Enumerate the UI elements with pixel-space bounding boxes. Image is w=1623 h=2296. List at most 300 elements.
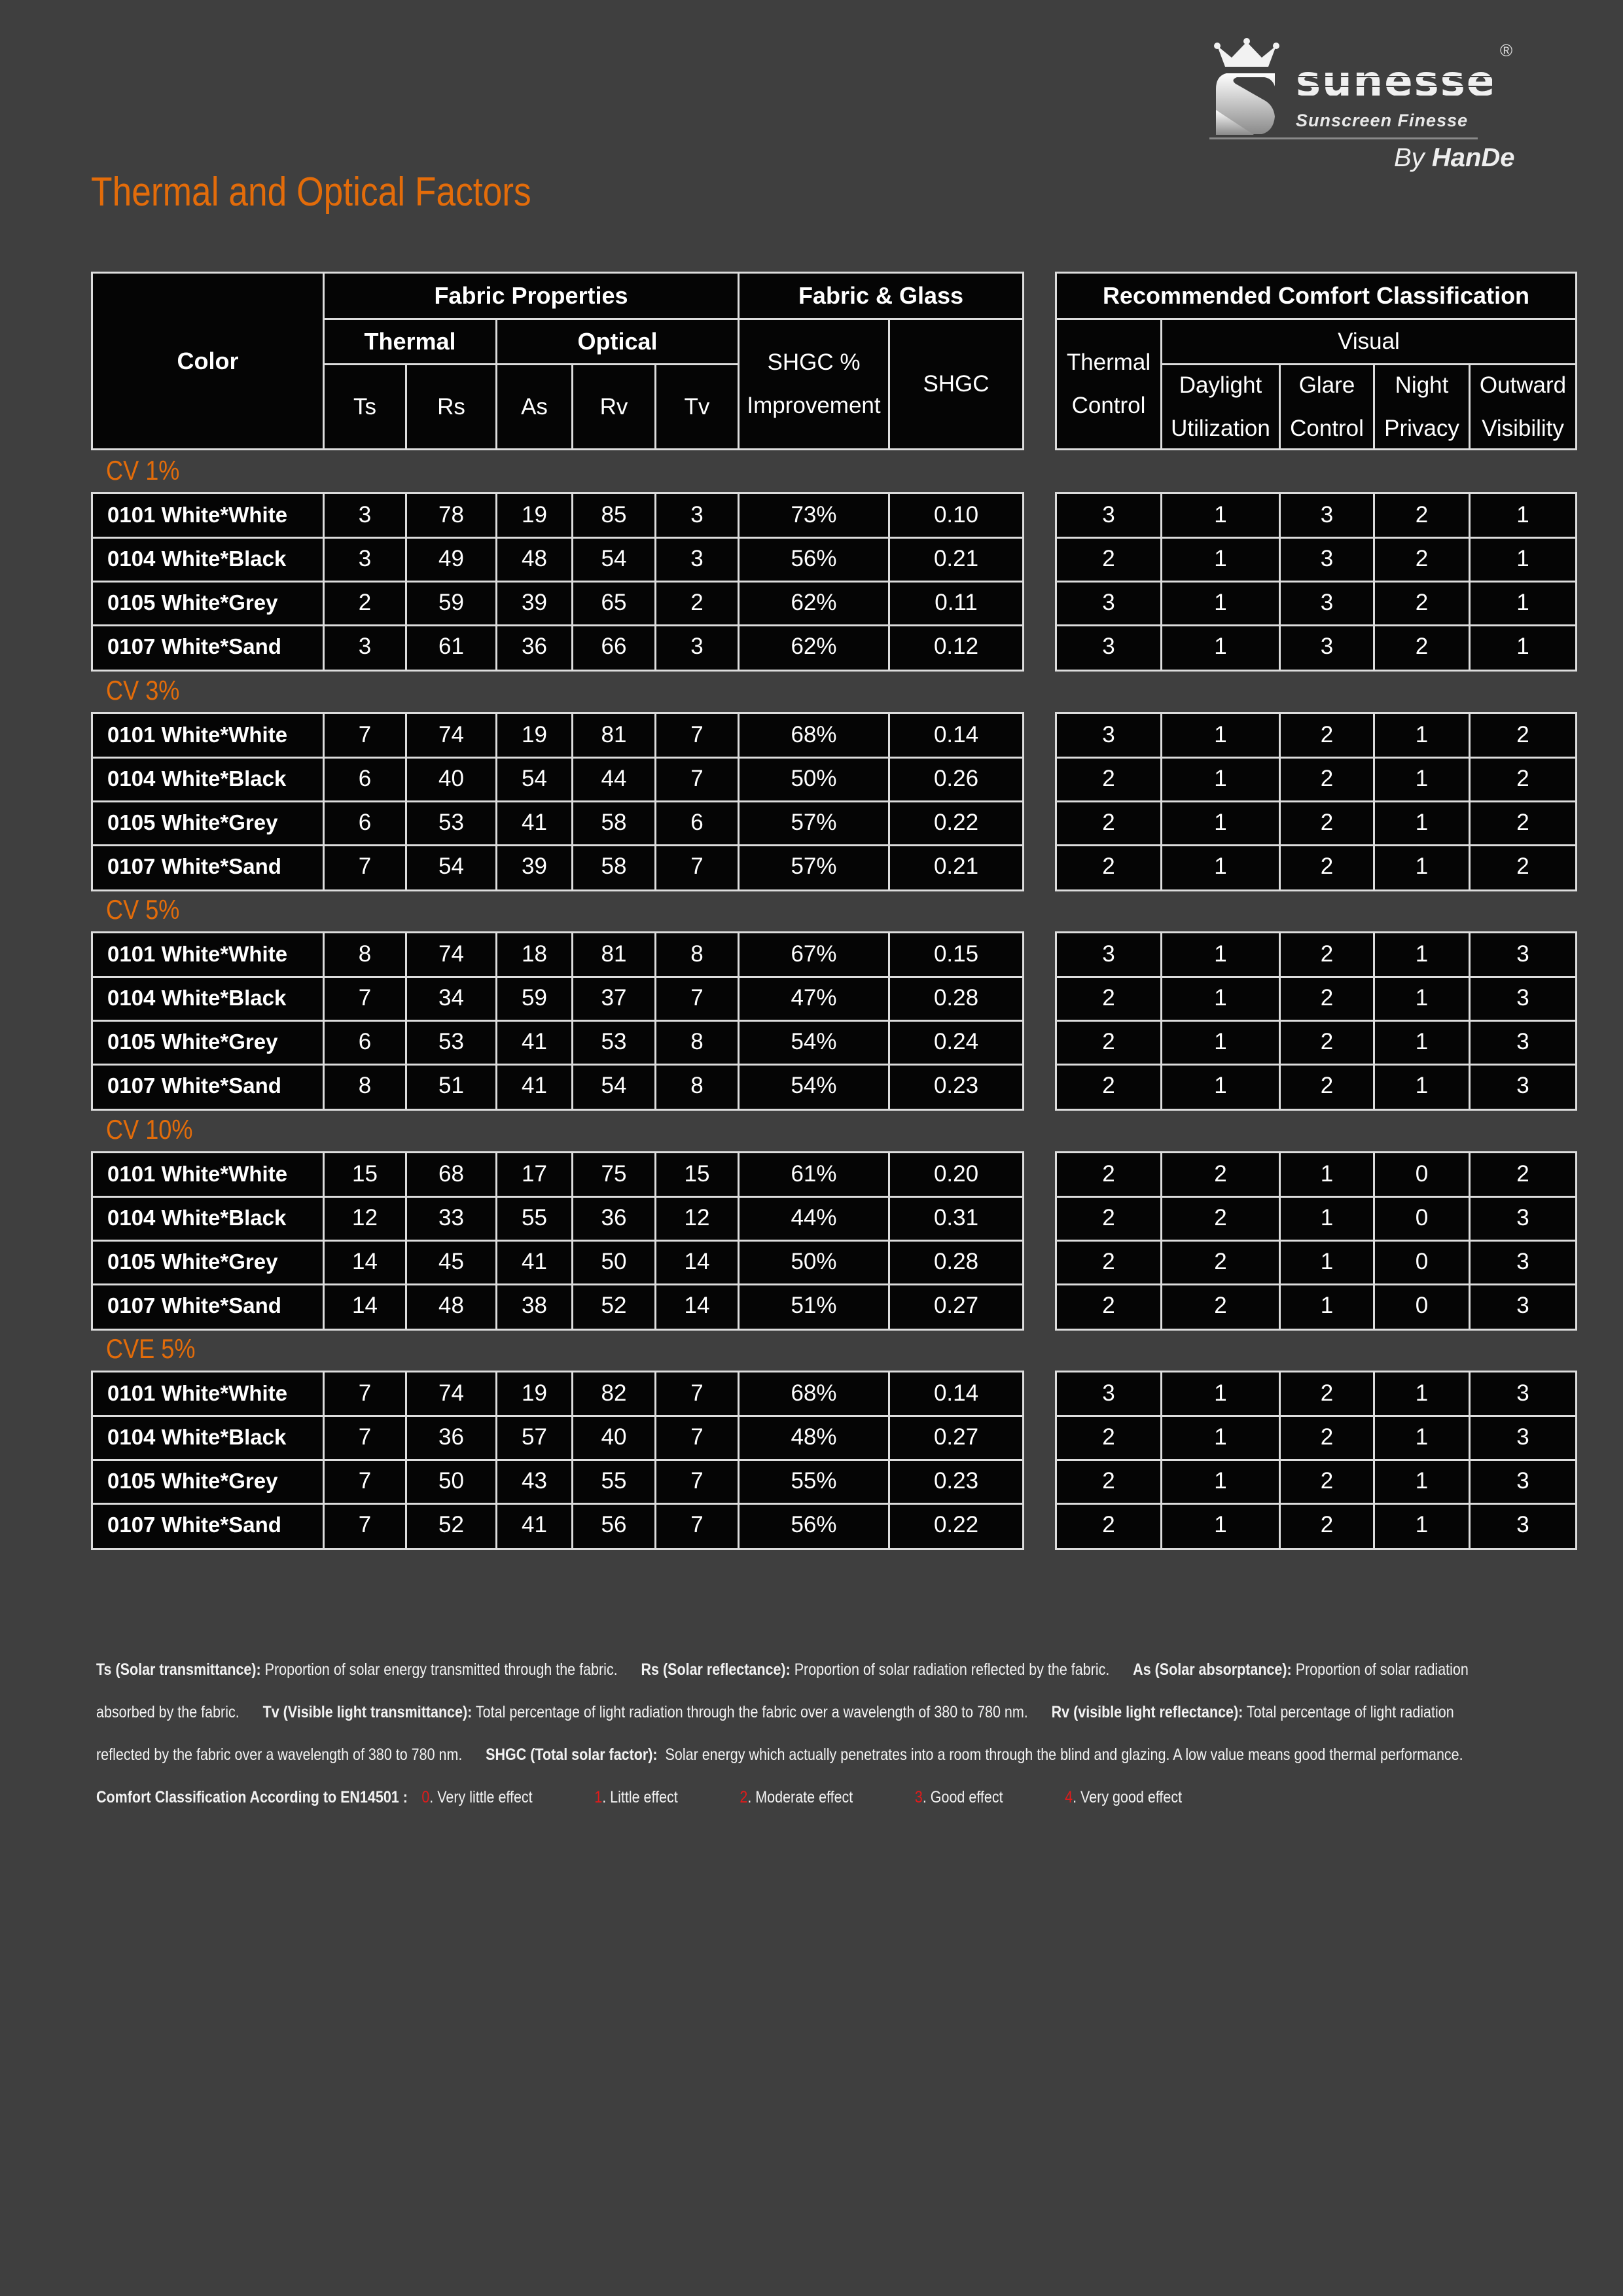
cell-as: 41 [522, 1512, 547, 1537]
cell-as: 54 [522, 766, 547, 791]
header-optical: Optical [577, 328, 658, 355]
cell-tv: 8 [690, 941, 704, 967]
cell-as: 43 [522, 1468, 547, 1494]
header-night-line2: Privacy [1384, 415, 1459, 441]
comfort-scale-items [412, 1788, 1182, 1806]
header-shgc: SHGC [923, 371, 990, 397]
note-tv-def: Total percentage of light radiation through the fabric over a wavelength of 380 to 780 nm. [475, 1703, 1028, 1721]
cell-rs: 49 [438, 546, 464, 571]
cell-tv: 14 [684, 1293, 710, 1318]
cell-glare-control: 3 [1320, 590, 1334, 615]
cell-glare-control: 2 [1320, 810, 1334, 835]
header-thermal-control [1057, 320, 1160, 448]
cell-daylight-utilization: 2 [1214, 1161, 1227, 1187]
cell-glare-control: 2 [1320, 1380, 1334, 1406]
cell-as: 18 [522, 941, 547, 967]
cell-daylight-utilization: 1 [1214, 590, 1227, 615]
comfort-data-table [1055, 931, 1577, 1111]
comfort-scale-text: . Moderate effect [747, 1788, 853, 1806]
fabric-properties-header [91, 272, 1024, 450]
cell-daylight-utilization: 1 [1214, 1029, 1227, 1054]
header-comfort-classification: Recommended Comfort Classification [1102, 282, 1530, 309]
cell-rv: 40 [601, 1424, 627, 1450]
header-shgc-improvement-line1: SHGC % [767, 350, 861, 375]
cell-rv: 65 [601, 590, 627, 615]
cell-rs: 33 [438, 1205, 464, 1230]
cell-rs: 61 [438, 634, 464, 659]
row-color-name: 0105 White*Grey [107, 1030, 278, 1054]
fabric-data-table [91, 1371, 1024, 1550]
cell-rv: 56 [601, 1512, 627, 1537]
row-color-name: 0104 White*Black [107, 766, 287, 791]
fabric-data-table [91, 712, 1024, 891]
row-color-name: 0101 White*White [107, 1381, 288, 1405]
comfort-scale-legend [96, 1787, 1408, 1808]
header-daylight-utilization [1162, 365, 1279, 448]
cell-glare-control: 2 [1320, 853, 1334, 879]
cell-thermal-control: 3 [1102, 634, 1115, 659]
cell-outward-visibility: 2 [1516, 766, 1529, 791]
cell-as: 39 [522, 853, 547, 879]
cell-glare-control: 2 [1320, 1073, 1334, 1098]
cell-shgc: 0.27 [933, 1293, 979, 1318]
group-label: CV 3% [106, 675, 180, 706]
cell-rv: 66 [601, 634, 627, 659]
cell-daylight-utilization: 2 [1214, 1205, 1227, 1230]
cell-thermal-control: 2 [1102, 1424, 1115, 1450]
cell-glare-control: 1 [1320, 1205, 1334, 1230]
cell-ts: 7 [358, 1468, 372, 1494]
cell-ts: 7 [358, 1380, 372, 1406]
cell-shgc: 0.31 [933, 1205, 979, 1230]
cell-tv: 14 [684, 1249, 710, 1274]
cell-outward-visibility: 1 [1516, 590, 1529, 615]
cell-rs: 50 [438, 1468, 464, 1494]
cell-rs: 59 [438, 590, 464, 615]
cell-night-privacy: 2 [1415, 634, 1429, 659]
row-color-name: 0104 White*Black [107, 986, 287, 1010]
cell-rv: 44 [601, 766, 627, 791]
cell-tv: 7 [690, 1424, 704, 1450]
cell-as: 57 [522, 1424, 547, 1450]
header-glare-line2: Control [1290, 415, 1364, 441]
cell-as: 19 [522, 722, 547, 747]
cell-ts: 7 [358, 1512, 372, 1537]
cell-as: 38 [522, 1293, 547, 1318]
cell-shgc-imp: 50% [791, 1249, 837, 1274]
cell-tv: 6 [690, 810, 704, 835]
cell-daylight-utilization: 1 [1214, 1424, 1227, 1450]
row-color-name: 0101 White*White [107, 723, 288, 747]
note-as-def: Proportion of solar radiation [1295, 1660, 1469, 1679]
brand-tagline: Sunscreen Finesse [1296, 111, 1469, 130]
cell-night-privacy: 2 [1415, 502, 1429, 528]
cell-glare-control: 2 [1320, 1029, 1334, 1054]
row-color-name: 0107 White*Sand [107, 634, 281, 658]
cell-shgc-imp: 62% [791, 634, 837, 659]
cell-rs: 48 [438, 1293, 464, 1318]
cell-shgc-imp: 44% [791, 1205, 837, 1230]
comfort-scale-number: 4 [1065, 1788, 1073, 1806]
cell-shgc-imp: 50% [791, 766, 837, 791]
cell-shgc: 0.22 [933, 810, 979, 835]
cell-rs: 78 [438, 502, 464, 528]
cell-outward-visibility: 2 [1516, 810, 1529, 835]
cell-shgc: 0.24 [933, 1029, 979, 1054]
cell-as: 19 [522, 502, 547, 528]
comfort-scale-label: Comfort Classification According to EN14501 : [96, 1788, 408, 1806]
brand-logo [1204, 26, 1531, 170]
comfort-scale-item [421, 1788, 532, 1806]
cell-outward-visibility: 3 [1516, 1073, 1529, 1098]
header-daylight-line2: Utilization [1171, 415, 1270, 441]
cell-glare-control: 2 [1320, 722, 1334, 747]
cell-shgc: 0.20 [933, 1161, 979, 1187]
cell-rs: 74 [438, 941, 464, 967]
cell-rv: 54 [601, 546, 627, 571]
cell-shgc-imp: 47% [791, 985, 837, 1011]
cell-shgc: 0.22 [933, 1512, 979, 1537]
comfort-scale-number: 2 [740, 1788, 748, 1806]
cell-tv: 7 [690, 1380, 704, 1406]
note-rv-term: Rv (visible light reflectance): [1051, 1703, 1243, 1721]
cell-outward-visibility: 3 [1516, 1468, 1529, 1494]
cell-shgc: 0.21 [933, 853, 979, 879]
header-ts: Ts [353, 393, 376, 420]
cell-daylight-utilization: 1 [1214, 810, 1227, 835]
cell-night-privacy: 0 [1415, 1293, 1429, 1318]
header-shgc-improvement [740, 320, 888, 448]
cell-rv: 85 [601, 502, 627, 528]
fabric-data-table [91, 931, 1024, 1111]
cell-rs: 68 [438, 1161, 464, 1187]
cell-tv: 3 [690, 634, 704, 659]
cell-shgc-imp: 56% [791, 546, 837, 571]
cell-tv: 3 [690, 546, 704, 571]
cell-night-privacy: 1 [1415, 1073, 1429, 1098]
cell-shgc-imp: 57% [791, 853, 837, 879]
cell-rv: 54 [601, 1073, 627, 1098]
cell-shgc: 0.12 [933, 634, 979, 659]
cell-outward-visibility: 3 [1516, 1512, 1529, 1537]
logo-divider [1209, 137, 1478, 139]
cell-night-privacy: 0 [1415, 1161, 1429, 1187]
cell-outward-visibility: 3 [1516, 1424, 1529, 1450]
cell-shgc-imp: 48% [791, 1424, 837, 1450]
cell-shgc: 0.15 [933, 941, 979, 967]
cell-rv: 36 [601, 1205, 627, 1230]
cell-tv: 8 [690, 1029, 704, 1054]
cell-ts: 7 [358, 722, 372, 747]
cell-thermal-control: 3 [1102, 590, 1115, 615]
cell-rv: 58 [601, 810, 627, 835]
cell-shgc: 0.23 [933, 1468, 979, 1494]
comfort-scale-text: . Little effect [602, 1788, 678, 1806]
notes-line-3 [96, 1744, 1463, 1765]
note-shgc-def: Solar energy which actually penetrates into a room through the blind and glazing. A low value means good thermal performance. [665, 1746, 1463, 1764]
cell-as: 41 [522, 810, 547, 835]
cell-daylight-utilization: 1 [1214, 985, 1227, 1011]
cell-glare-control: 1 [1320, 1249, 1334, 1274]
cell-daylight-utilization: 1 [1214, 941, 1227, 967]
cell-outward-visibility: 3 [1516, 1293, 1529, 1318]
cell-rs: 74 [438, 1380, 464, 1406]
header-as: As [521, 393, 548, 420]
header-shgc-improvement-line2: Improvement [747, 393, 881, 418]
cell-daylight-utilization: 1 [1214, 546, 1227, 571]
cell-ts: 2 [358, 590, 372, 615]
header-fabric-glass: Fabric & Glass [798, 282, 964, 309]
page-title: Thermal and Optical Factors [91, 170, 531, 215]
cell-outward-visibility: 3 [1516, 1205, 1529, 1230]
cell-thermal-control: 2 [1102, 1468, 1115, 1494]
comfort-data-table [1055, 712, 1577, 891]
cell-night-privacy: 1 [1415, 766, 1429, 791]
cell-ts: 6 [358, 1029, 372, 1054]
cell-ts: 7 [358, 1424, 372, 1450]
cell-tv: 15 [684, 1161, 710, 1187]
comfort-scale-item [594, 1788, 677, 1806]
cell-thermal-control: 3 [1102, 1380, 1115, 1406]
group-label: CV 5% [106, 894, 180, 925]
cell-rs: 74 [438, 722, 464, 747]
cell-shgc-imp: 67% [791, 941, 837, 967]
cell-shgc: 0.10 [933, 502, 979, 528]
header-outward-line2: Visibility [1482, 415, 1564, 441]
fabric-data-table [91, 492, 1024, 672]
cell-thermal-control: 2 [1102, 766, 1115, 791]
cell-tv: 7 [690, 722, 704, 747]
cell-shgc-imp: 51% [791, 1293, 837, 1318]
cell-thermal-control: 3 [1102, 722, 1115, 747]
cell-thermal-control: 2 [1102, 1029, 1115, 1054]
notes-line-1 [96, 1659, 1469, 1680]
crowned-lion-s-emblem-icon [1207, 26, 1292, 137]
cell-tv: 8 [690, 1073, 704, 1098]
cell-ts: 3 [358, 546, 372, 571]
cell-outward-visibility: 3 [1516, 1249, 1529, 1274]
cell-rs: 36 [438, 1424, 464, 1450]
group-label: CV 10% [106, 1114, 193, 1145]
cell-tv: 7 [690, 766, 704, 791]
comfort-scale-item [1065, 1788, 1182, 1806]
cell-as: 55 [522, 1205, 547, 1230]
cell-rs: 53 [438, 1029, 464, 1054]
header-thermal-control-line2: Control [1071, 393, 1146, 418]
cell-tv: 7 [690, 1468, 704, 1494]
cell-glare-control: 2 [1320, 985, 1334, 1011]
comfort-scale-item [915, 1788, 1003, 1806]
cell-shgc-imp: 56% [791, 1512, 837, 1537]
group-label: CV 1% [106, 455, 180, 486]
cell-as: 41 [522, 1249, 547, 1274]
cell-glare-control: 2 [1320, 1468, 1334, 1494]
cell-as: 59 [522, 985, 547, 1011]
cell-shgc: 0.21 [933, 546, 979, 571]
note-tv-term: Tv (Visible light transmittance): [262, 1703, 473, 1721]
comfort-scale-number: 0 [421, 1788, 430, 1806]
cell-ts: 3 [358, 634, 372, 659]
comfort-data-table [1055, 1151, 1577, 1331]
notes-line-2 [96, 1702, 1454, 1723]
header-rv: Rv [599, 393, 628, 420]
cell-rs: 53 [438, 810, 464, 835]
cell-glare-control: 2 [1320, 1512, 1334, 1537]
header-glare-line1: Glare [1298, 372, 1355, 398]
cell-daylight-utilization: 1 [1214, 502, 1227, 528]
cell-thermal-control: 3 [1102, 941, 1115, 967]
comfort-data-table [1055, 492, 1577, 672]
cell-shgc: 0.23 [933, 1073, 979, 1098]
cell-tv: 7 [690, 985, 704, 1011]
cell-as: 36 [522, 634, 547, 659]
cell-night-privacy: 1 [1415, 1512, 1429, 1537]
cell-shgc-imp: 57% [791, 810, 837, 835]
note-rv-def: Total percentage of light radiation [1246, 1703, 1454, 1721]
row-color-name: 0104 White*Black [107, 1206, 287, 1230]
header-rs: Rs [437, 393, 465, 420]
cell-shgc: 0.14 [933, 722, 979, 747]
header-visual: Visual [1338, 329, 1400, 354]
cell-thermal-control: 2 [1102, 1293, 1115, 1318]
brand-byline [1394, 143, 1515, 173]
cell-shgc-imp: 61% [791, 1161, 837, 1187]
cell-rv: 75 [601, 1161, 627, 1187]
cell-rv: 81 [601, 722, 627, 747]
cell-rv: 50 [601, 1249, 627, 1274]
cell-night-privacy: 1 [1415, 1029, 1429, 1054]
row-color-name: 0107 White*Sand [107, 854, 281, 878]
row-color-name: 0105 White*Grey [107, 590, 278, 615]
cell-night-privacy: 1 [1415, 1380, 1429, 1406]
byline-by: By [1394, 143, 1425, 172]
cell-daylight-utilization: 1 [1214, 1512, 1227, 1537]
fabric-data-table [91, 1151, 1024, 1331]
cell-ts: 6 [358, 810, 372, 835]
cell-shgc: 0.28 [933, 1249, 979, 1274]
brand-name: sunesse [1296, 58, 1497, 106]
cell-thermal-control: 2 [1102, 546, 1115, 571]
cell-night-privacy: 0 [1415, 1205, 1429, 1230]
cell-glare-control: 2 [1320, 766, 1334, 791]
note-ts-def: Proportion of solar energy transmitted through the fabric. [264, 1660, 618, 1679]
comfort-scale-number: 1 [594, 1788, 603, 1806]
cell-rs: 51 [438, 1073, 464, 1098]
cell-ts: 12 [352, 1205, 378, 1230]
cell-shgc-imp: 54% [791, 1073, 837, 1098]
cell-ts: 15 [352, 1161, 378, 1187]
cell-outward-visibility: 1 [1516, 546, 1529, 571]
comfort-scale-item [740, 1788, 853, 1806]
cell-night-privacy: 2 [1415, 590, 1429, 615]
row-color-name: 0104 White*Black [107, 547, 287, 571]
header-daylight-line1: Daylight [1179, 372, 1262, 398]
row-color-name: 0105 White*Grey [107, 1249, 278, 1274]
note-as-term: As (Solar absorptance): [1133, 1660, 1292, 1679]
cell-night-privacy: 1 [1415, 1468, 1429, 1494]
cell-thermal-control: 2 [1102, 985, 1115, 1011]
cell-rv: 52 [601, 1293, 627, 1318]
cell-glare-control: 2 [1320, 1424, 1334, 1450]
cell-shgc-imp: 68% [791, 1380, 837, 1406]
row-color-name: 0105 White*Grey [107, 1469, 278, 1493]
cell-shgc: 0.26 [933, 766, 979, 791]
cell-as: 39 [522, 590, 547, 615]
cell-night-privacy: 1 [1415, 853, 1429, 879]
cell-night-privacy: 2 [1415, 546, 1429, 571]
cell-tv: 12 [684, 1205, 710, 1230]
header-color: Color [177, 347, 239, 374]
cell-thermal-control: 3 [1102, 502, 1115, 528]
cell-rs: 45 [438, 1249, 464, 1274]
cell-as: 41 [522, 1029, 547, 1054]
header-glare-control [1281, 365, 1373, 448]
cell-glare-control: 3 [1320, 634, 1334, 659]
comfort-scale-text: . Good effect [922, 1788, 1003, 1806]
row-color-name: 0107 White*Sand [107, 1293, 281, 1318]
cell-night-privacy: 1 [1415, 810, 1429, 835]
cell-glare-control: 1 [1320, 1161, 1334, 1187]
cell-daylight-utilization: 2 [1214, 1293, 1227, 1318]
cell-outward-visibility: 2 [1516, 1161, 1529, 1187]
cell-rv: 58 [601, 853, 627, 879]
cell-daylight-utilization: 1 [1214, 1073, 1227, 1098]
cell-ts: 3 [358, 502, 372, 528]
note-rs-term: Rs (Solar reflectance): [641, 1660, 791, 1679]
cell-ts: 7 [358, 853, 372, 879]
cell-rs: 34 [438, 985, 464, 1011]
comfort-scale-text: . Very little effect [429, 1788, 533, 1806]
cell-shgc-imp: 73% [791, 502, 837, 528]
row-color-name: 0101 White*White [107, 503, 288, 527]
cell-glare-control: 3 [1320, 546, 1334, 571]
header-thermal: Thermal [364, 328, 456, 355]
header-fabric-properties: Fabric Properties [434, 282, 628, 309]
cell-outward-visibility: 3 [1516, 1380, 1529, 1406]
cell-rv: 81 [601, 941, 627, 967]
cell-shgc: 0.14 [933, 1380, 979, 1406]
group-label: CVE 5% [106, 1333, 196, 1364]
header-night-line1: Night [1395, 372, 1449, 398]
cell-night-privacy: 0 [1415, 1249, 1429, 1274]
row-color-name: 0107 White*Sand [107, 1073, 281, 1098]
cell-rv: 55 [601, 1468, 627, 1494]
cell-as: 41 [522, 1073, 547, 1098]
cell-tv: 7 [690, 853, 704, 879]
note-ts-term: Ts (Solar transmittance): [96, 1660, 261, 1679]
row-color-name: 0107 White*Sand [107, 1513, 281, 1537]
cell-glare-control: 2 [1320, 941, 1334, 967]
cell-daylight-utilization: 1 [1214, 853, 1227, 879]
cell-rs: 54 [438, 853, 464, 879]
cell-ts: 7 [358, 985, 372, 1011]
cell-daylight-utilization: 1 [1214, 766, 1227, 791]
cell-daylight-utilization: 1 [1214, 1468, 1227, 1494]
cell-daylight-utilization: 1 [1214, 634, 1227, 659]
cell-shgc-imp: 68% [791, 722, 837, 747]
header-tv: Tv [684, 393, 710, 420]
cell-thermal-control: 2 [1102, 1073, 1115, 1098]
note-shgc-term: SHGC (Total solar factor): [486, 1746, 658, 1764]
cell-tv: 7 [690, 1512, 704, 1537]
header-outward-visibility [1471, 365, 1575, 448]
cell-shgc: 0.11 [935, 590, 978, 615]
header-outward-line1: Outward [1479, 372, 1567, 398]
cell-glare-control: 1 [1320, 1293, 1334, 1318]
comfort-scale-number: 3 [914, 1788, 923, 1806]
cell-outward-visibility: 2 [1516, 853, 1529, 879]
cell-rs: 52 [438, 1512, 464, 1537]
